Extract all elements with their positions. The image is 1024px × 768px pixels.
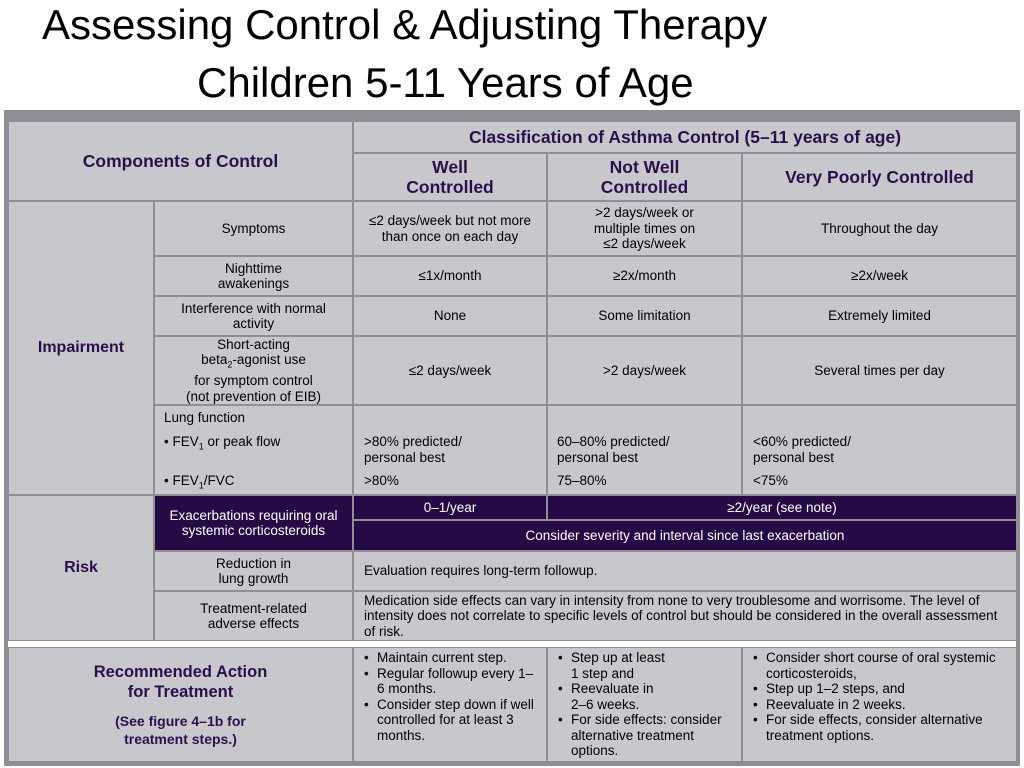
lung-fvc-label: • $FEV_1$/FVC: [164, 473, 235, 491]
exacerbations-well: 0–1/year: [354, 496, 546, 519]
saba-very-poorly: Several times per day: [743, 337, 1016, 404]
lung-not-well-fvc: 75–80%: [557, 473, 607, 488]
nighttime-well: ≤1x/month: [354, 257, 546, 295]
symptoms-not-well: >2 days/week or multiple times on ≤2 days/week: [548, 202, 741, 255]
saba-label-post: -agonist use for symptom control (not prevention of EIB): [185, 352, 322, 404]
adverse-effects-label: Treatment-related adverse effects: [155, 592, 352, 640]
interference-well: None: [354, 297, 546, 335]
recommended-very-poorly-list: [749, 650, 1010, 743]
symptoms-well: ≤2 days/week but not more than once on each day: [354, 202, 546, 255]
exacerbations-label: Exacerbations requiring oral systemic corticosteroids: [155, 496, 352, 550]
well-controlled-header: Well Controlled: [354, 154, 546, 200]
list-item: • For side effects: consider alternative treatment options.: [571, 712, 735, 759]
list-item: • For side effects, consider alternative treatment options.: [766, 712, 1010, 743]
recommended-action-note: (See figure 4–1b for treatment steps.): [115, 712, 246, 747]
recommended-very-poorly: [743, 648, 1016, 761]
symptoms-label: Symptoms: [155, 202, 352, 255]
list-item: • Reevaluate in 2–6 weeks.: [571, 681, 735, 712]
list-item: • Step up 1–2 steps, and: [766, 681, 1010, 697]
recommended-action-label: Recommended Action for Treatment: [93, 662, 268, 701]
list-item: • Step up at least 1 step and: [571, 650, 735, 681]
title-line-1: Assessing Control & Adjusting Therapy: [42, 1, 768, 48]
saba-well: ≤2 days/week: [354, 337, 546, 404]
list-item: • Consider step down if well controlled for at least 3 months.: [377, 697, 540, 744]
nighttime-not-well: ≥2x/month: [548, 257, 741, 295]
list-item: • Consider short course of oral systemic corticosteroids,: [766, 650, 1010, 681]
not-well-controlled-header: Not Well Controlled: [548, 154, 741, 200]
recommended-action-cell: [9, 648, 352, 761]
very-poorly-controlled-header: Very Poorly Controlled: [743, 154, 1016, 200]
lung-very-poorly-fev1: <60% predicted/ personal best: [753, 434, 851, 465]
lung-function-label: Lung function: [164, 410, 246, 425]
recommended-well: [354, 648, 546, 761]
recommended-well-list: [360, 650, 540, 743]
list-item: • Reevaluate in 2 weeks.: [766, 697, 1010, 713]
risk-label: Risk: [9, 496, 153, 640]
symptoms-very-poorly: Throughout the day: [743, 202, 1016, 255]
impairment-label: Impairment: [9, 202, 153, 494]
nighttime-label: Nighttime awakenings: [155, 257, 352, 295]
exacerbations-consider: Consider severity and interval since last exacerbation: [354, 521, 1016, 550]
lung-growth-value: Evaluation requires long-term followup.: [354, 552, 1016, 590]
saba-label: [155, 337, 352, 404]
saba-not-well: >2 days/week: [548, 337, 741, 404]
lung-growth-label: Reduction in lung growth: [155, 552, 352, 590]
components-header: Components of Control: [9, 122, 352, 200]
recommended-not-well: [548, 648, 741, 761]
list-item: • Regular followup every 1–6 months.: [377, 666, 540, 697]
nighttime-very-poorly: ≥2x/week: [743, 257, 1016, 295]
interference-label: Interference with normal activity: [155, 297, 352, 335]
classification-header: Classification of Asthma Control (5–11 years of age): [354, 122, 1016, 152]
interference-very-poorly: Extremely limited: [743, 297, 1016, 335]
recommended-not-well-list: [554, 650, 735, 759]
lung-fev1-label: • $FEV_1$ or peak flow: [164, 434, 281, 452]
lung-not-well-fev1: 60–80% predicted/ personal best: [557, 434, 670, 465]
saba-label-pre: Short-acting beta: [201, 337, 290, 368]
lung-well-fvc: >80%: [364, 473, 399, 488]
title-line-2: Children 5-11 Years of Age: [197, 59, 694, 106]
lung-very-poorly-fvc: <75%: [753, 473, 788, 488]
saba-label-sub: 2: [227, 359, 233, 370]
exacerbations-other: ≥2/year (see note): [548, 496, 1016, 519]
lung-well-fev1: >80% predicted/ personal best: [364, 434, 462, 465]
adverse-effects-value: Medication side effects can vary in intensity from none to very troublesome and worrisome. The level of intensity does not correlate to specific levels of control but should be considered in the overall assessment of risk.: [354, 592, 1016, 640]
interference-not-well: Some limitation: [548, 297, 741, 335]
list-item: • Maintain current step.: [377, 650, 540, 666]
